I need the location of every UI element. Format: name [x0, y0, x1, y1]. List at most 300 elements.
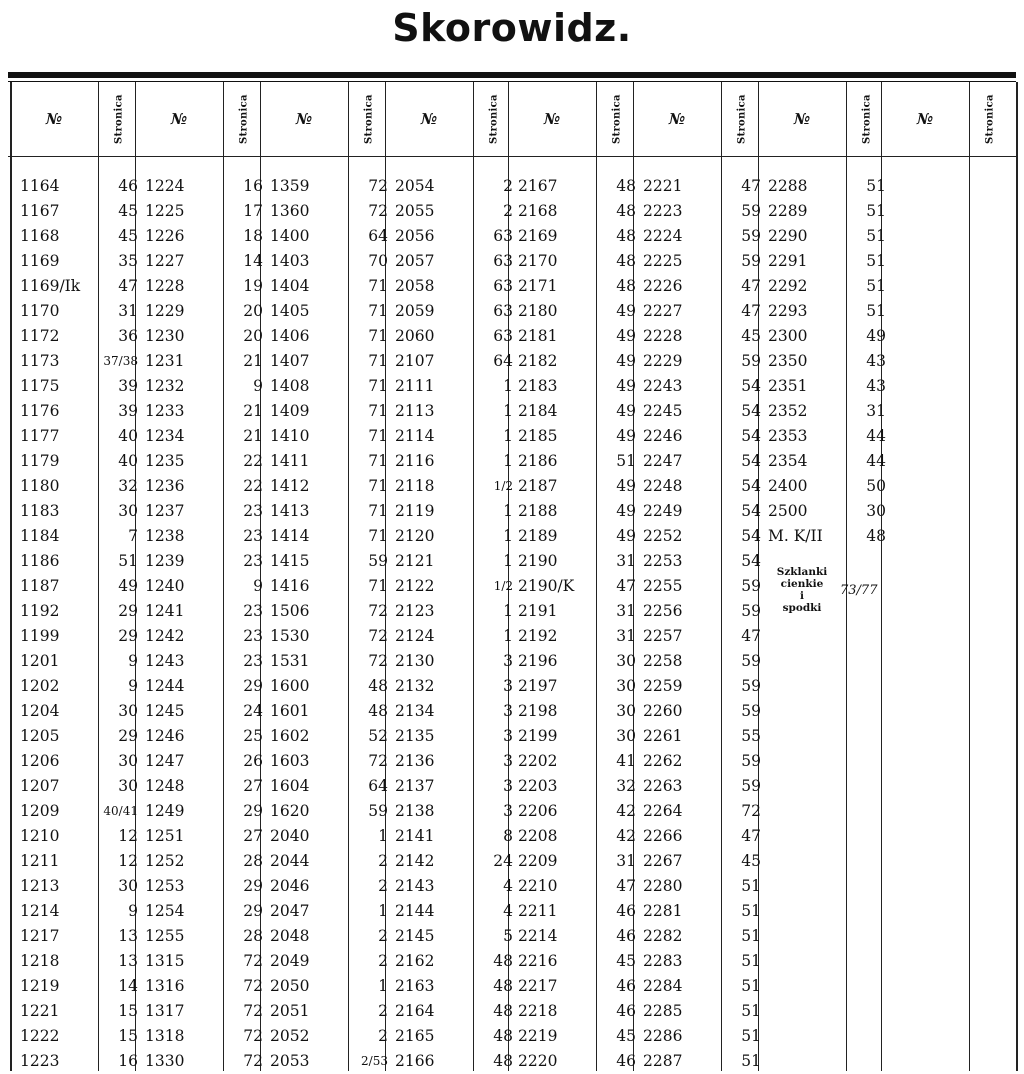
entry-page: 64: [368, 227, 388, 245]
entry-number: 1205: [20, 727, 60, 745]
entry-page: 1: [378, 827, 388, 845]
entry-number: 1237: [145, 502, 185, 520]
entry-number: 2284: [643, 977, 683, 995]
entry-page: 50: [866, 477, 886, 495]
entry-number: 1224: [145, 177, 185, 195]
note-page: 73/77: [840, 583, 878, 598]
entry-number: 2114: [395, 427, 435, 445]
entry-page: 49: [616, 402, 636, 420]
entry-page: 71: [368, 377, 388, 395]
entry-page: 71: [368, 427, 388, 445]
entry-page: 1: [503, 402, 513, 420]
entry-number: 2141: [395, 827, 435, 845]
entry-number: 2058: [395, 277, 435, 295]
entry-number: 1604: [270, 777, 310, 795]
entry-page: 51: [118, 552, 138, 570]
entry-number: 2261: [643, 727, 683, 745]
entry-page: 42: [616, 827, 636, 845]
entry-number: 1413: [270, 502, 310, 520]
entry-page: 29: [243, 677, 263, 695]
entry-page: 51: [741, 977, 761, 995]
entry-number: 2169: [518, 227, 558, 245]
entry-page: 51: [741, 1002, 761, 1020]
entry-page: 72: [243, 977, 263, 995]
entry-number: 1400: [270, 227, 310, 245]
entry-page: 71: [368, 352, 388, 370]
entry-page: 36: [118, 327, 138, 345]
entry-page: 49: [616, 427, 636, 445]
entry-page: 59: [741, 652, 761, 670]
entry-number: 1175: [20, 377, 60, 395]
entry-page: 21: [243, 427, 263, 445]
entry-number: 2111: [395, 377, 435, 395]
entry-page: 52: [368, 727, 388, 745]
entry-page: 21: [243, 352, 263, 370]
entry-number: 2134: [395, 702, 435, 720]
entry-page: 54: [741, 402, 761, 420]
entry-page: 2: [378, 1027, 388, 1045]
entry-page: 48: [368, 677, 388, 695]
entry-page: 72: [243, 952, 263, 970]
entry-number: 1415: [270, 552, 310, 570]
entry-number: 2300: [768, 327, 808, 345]
entry-page: 1: [503, 452, 513, 470]
entry-page: 64: [493, 352, 513, 370]
entry-page: 29: [243, 902, 263, 920]
entry-number: 2059: [395, 302, 435, 320]
entry-page: 59: [368, 552, 388, 570]
entry-page: 8: [503, 827, 513, 845]
entry-number: 2053: [270, 1052, 310, 1070]
entry-page: 72: [741, 802, 761, 820]
entry-page: 16: [118, 1052, 138, 1070]
entry-number: 1227: [145, 252, 185, 270]
entry-number: 1330: [145, 1052, 185, 1070]
entry-page: 48: [368, 702, 388, 720]
entry-page: 46: [616, 902, 636, 920]
entry-number: 2260: [643, 702, 683, 720]
entry-number: 2192: [518, 627, 558, 645]
entry-number: 2259: [643, 677, 683, 695]
entry-number: 2186: [518, 452, 558, 470]
entry-page: 1: [503, 427, 513, 445]
entry-number: 1360: [270, 202, 310, 220]
entry-number: 2290: [768, 227, 808, 245]
entry-number: 2189: [518, 527, 558, 545]
entry-page: 16: [243, 177, 263, 195]
entry-page: 51: [616, 452, 636, 470]
entry-number: 2221: [643, 177, 683, 195]
entry-number: 2044: [270, 852, 310, 870]
entry-page: 28: [243, 927, 263, 945]
entry-number: 2247: [643, 452, 683, 470]
entry-number: 2217: [518, 977, 558, 995]
entry-number: 2281: [643, 902, 683, 920]
entry-page: 30: [118, 777, 138, 795]
entry-page: 51: [741, 1052, 761, 1070]
entry-page: 1: [503, 627, 513, 645]
entry-number: 2216: [518, 952, 558, 970]
entry-page: 59: [368, 802, 388, 820]
entry-number: 2282: [643, 927, 683, 945]
entry-number: 2185: [518, 427, 558, 445]
entry-number: 1530: [270, 627, 310, 645]
entry-page: 55: [741, 727, 761, 745]
entry-number: 1407: [270, 352, 310, 370]
entry-number: 2267: [643, 852, 683, 870]
entry-page: 59: [741, 702, 761, 720]
entry-number: 1412: [270, 477, 310, 495]
entry-page: 30: [616, 727, 636, 745]
entry-page: 51: [866, 177, 886, 195]
entry-number: 2168: [518, 202, 558, 220]
top-rule-thin: [8, 81, 1016, 82]
page-header: Stronica: [736, 94, 748, 144]
entry-page: 2: [503, 202, 513, 220]
entry-number: 1218: [20, 952, 60, 970]
entry-number: 1229: [145, 302, 185, 320]
number-header: №: [295, 110, 313, 128]
entry-page: 24: [493, 852, 513, 870]
entry-page: 72: [368, 177, 388, 195]
entry-number: 2054: [395, 177, 435, 195]
entry-page: 30: [118, 752, 138, 770]
entry-number: 1225: [145, 202, 185, 220]
entry-number: 1410: [270, 427, 310, 445]
page-header: Stronica: [611, 94, 623, 144]
entry-number: 1192: [20, 602, 60, 620]
entry-page: 15: [118, 1002, 138, 1020]
entry-page: 47: [741, 277, 761, 295]
entry-number: 1405: [270, 302, 310, 320]
entry-page: 39: [118, 402, 138, 420]
entry-number: 2190: [518, 552, 558, 570]
entry-page: 46: [616, 927, 636, 945]
entry-number: 2122: [395, 577, 435, 595]
entry-number: 2143: [395, 877, 435, 895]
entry-page: 46: [616, 977, 636, 995]
entry-number: 2210: [518, 877, 558, 895]
entry-number: 1315: [145, 952, 185, 970]
entry-page: 1/2: [493, 479, 513, 493]
entry-page: 3: [503, 677, 513, 695]
entry-page: 45: [741, 327, 761, 345]
entry-page: 2/53: [361, 1054, 388, 1068]
entry-page: 72: [368, 627, 388, 645]
entry-page: 23: [243, 527, 263, 545]
entry-number: 2352: [768, 402, 808, 420]
entry-number: 2219: [518, 1027, 558, 1045]
entry-page: 51: [741, 877, 761, 895]
entry-number: 2211: [518, 902, 558, 920]
entry-page: 29: [118, 727, 138, 745]
entry-page: 39: [118, 377, 138, 395]
entry-page: 51: [741, 902, 761, 920]
entry-number: 1246: [145, 727, 185, 745]
entry-page: 15: [118, 1027, 138, 1045]
entry-page: 31: [616, 552, 636, 570]
entry-number: 2203: [518, 777, 558, 795]
entry-page: 27: [243, 777, 263, 795]
entry-number: 2046: [270, 877, 310, 895]
entry-page: 37/38: [103, 354, 138, 368]
entry-page: 49: [616, 527, 636, 545]
entry-number: 1403: [270, 252, 310, 270]
entry-number: 1253: [145, 877, 185, 895]
entry-page: 47: [616, 577, 636, 595]
entry-page: 17: [243, 202, 263, 220]
entry-number: 2253: [643, 552, 683, 570]
number-header: №: [170, 110, 188, 128]
note-line: spodki: [782, 602, 822, 614]
number-header: №: [420, 110, 438, 128]
entry-page: 30: [616, 702, 636, 720]
entry-page: 54: [741, 502, 761, 520]
entry-number: 2057: [395, 252, 435, 270]
column-rule: [596, 82, 597, 1071]
entry-number: 2051: [270, 1002, 310, 1020]
entry-number: 2118: [395, 477, 435, 495]
entry-page: 54: [741, 452, 761, 470]
entry-page: 14: [118, 977, 138, 995]
entry-number: 2166: [395, 1052, 435, 1070]
entry-page: 54: [741, 477, 761, 495]
entry-number: 2138: [395, 802, 435, 820]
entry-number: 2198: [518, 702, 558, 720]
entry-page: 12: [118, 852, 138, 870]
entry-number: 2142: [395, 852, 435, 870]
entry-number: 1211: [20, 852, 60, 870]
entry-number: 1184: [20, 527, 60, 545]
entry-number: 2132: [395, 677, 435, 695]
entry-number: 1204: [20, 702, 60, 720]
entry-page: 40: [118, 452, 138, 470]
entry-number: 1414: [270, 527, 310, 545]
entry-number: 1221: [20, 1002, 60, 1020]
entry-page: 72: [368, 752, 388, 770]
entry-page: 71: [368, 402, 388, 420]
entry-number: 1170: [20, 302, 60, 320]
entry-page: 3: [503, 702, 513, 720]
entry-page: 48: [493, 1027, 513, 1045]
entry-number: 2163: [395, 977, 435, 995]
entry-number: 2183: [518, 377, 558, 395]
entry-number: 2351: [768, 377, 808, 395]
entry-page: 64: [368, 777, 388, 795]
column-rule: [98, 82, 99, 1071]
entry-page: 46: [616, 1002, 636, 1020]
entry-page: 41: [616, 752, 636, 770]
entry-number: 1506: [270, 602, 310, 620]
entry-number: 2191: [518, 602, 558, 620]
entry-number: 2286: [643, 1027, 683, 1045]
entry-number: 2165: [395, 1027, 435, 1045]
entry-number: 2289: [768, 202, 808, 220]
entry-number: 1168: [20, 227, 60, 245]
entry-page: 49: [616, 327, 636, 345]
entry-page: 31: [616, 852, 636, 870]
entry-number: 2245: [643, 402, 683, 420]
entry-page: 71: [368, 477, 388, 495]
entry-number: 2224: [643, 227, 683, 245]
entry-page: 22: [243, 477, 263, 495]
entry-page: 3: [503, 752, 513, 770]
entry-page: 13: [118, 952, 138, 970]
entry-page: 3: [503, 777, 513, 795]
entry-number: 2248: [643, 477, 683, 495]
entry-page: 54: [741, 527, 761, 545]
entry-number: 1210: [20, 827, 60, 845]
entry-page: 54: [741, 377, 761, 395]
entry-page: 24: [243, 702, 263, 720]
entry-page: 59: [741, 677, 761, 695]
entry-number: 2218: [518, 1002, 558, 1020]
entry-number: 2047: [270, 902, 310, 920]
entry-number: 1409: [270, 402, 310, 420]
page-header: Stronica: [238, 94, 250, 144]
entry-number: 2144: [395, 902, 435, 920]
entry-number: 2280: [643, 877, 683, 895]
entry-page: 30: [616, 677, 636, 695]
top-rule-thick: [8, 72, 1016, 78]
entry-page: 71: [368, 302, 388, 320]
number-header: №: [543, 110, 561, 128]
entry-page: 4: [503, 877, 513, 895]
entry-page: 23: [243, 552, 263, 570]
entry-page: 71: [368, 527, 388, 545]
entry-page: 51: [866, 227, 886, 245]
entry-number: 2136: [395, 752, 435, 770]
entry-page: 48: [493, 952, 513, 970]
entry-page: 63: [493, 277, 513, 295]
entry-number: 2049: [270, 952, 310, 970]
entry-number: 1241: [145, 602, 185, 620]
entry-page: 47: [616, 877, 636, 895]
entry-number: 2048: [270, 927, 310, 945]
entry-number: 1223: [20, 1052, 60, 1070]
entry-number: 1416: [270, 577, 310, 595]
entry-number: 2262: [643, 752, 683, 770]
entry-page: 49: [866, 327, 886, 345]
entry-number: 2288: [768, 177, 808, 195]
entry-number: 1600: [270, 677, 310, 695]
entry-page: 59: [741, 577, 761, 595]
entry-number: 2199: [518, 727, 558, 745]
number-header: №: [668, 110, 686, 128]
entry-number: 1231: [145, 352, 185, 370]
entry-page: 29: [243, 877, 263, 895]
entry-number: 2257: [643, 627, 683, 645]
entry-number: 1411: [270, 452, 310, 470]
entry-page: 59: [741, 777, 761, 795]
note-line: Szklanki: [776, 566, 828, 578]
entry-page: 71: [368, 277, 388, 295]
entry-page: 47: [741, 177, 761, 195]
entry-page: 48: [616, 202, 636, 220]
entry-page: 12: [118, 827, 138, 845]
entry-number: 2283: [643, 952, 683, 970]
page-header: Stronica: [861, 94, 873, 144]
entry-number: 2056: [395, 227, 435, 245]
entry-page: 45: [118, 202, 138, 220]
entry-page: 30: [118, 702, 138, 720]
entry-page: 1: [503, 502, 513, 520]
entry-number: 2181: [518, 327, 558, 345]
entry-page: 72: [243, 1027, 263, 1045]
entry-number: 2500: [768, 502, 808, 520]
entry-number: 1359: [270, 177, 310, 195]
entry-page: 2: [378, 952, 388, 970]
entry-page: 54: [741, 552, 761, 570]
entry-number: 1602: [270, 727, 310, 745]
entry-number: 1167: [20, 202, 60, 220]
entry-number: 2252: [643, 527, 683, 545]
entry-page: 7: [128, 527, 138, 545]
entry-number: 1236: [145, 477, 185, 495]
entry-page: 20: [243, 327, 263, 345]
entry-number: 1177: [20, 427, 60, 445]
entry-page: 51: [866, 252, 886, 270]
entry-page: 14: [243, 252, 263, 270]
entry-number: 2264: [643, 802, 683, 820]
entry-number: 1408: [270, 377, 310, 395]
entry-page: 2: [378, 1002, 388, 1020]
entry-number: 2107: [395, 352, 435, 370]
entry-page: 63: [493, 227, 513, 245]
entry-page: 46: [616, 1052, 636, 1070]
entry-number: 1228: [145, 277, 185, 295]
entry-page: 3: [503, 727, 513, 745]
entry-page: 23: [243, 602, 263, 620]
entry-number: 2060: [395, 327, 435, 345]
entry-page: 72: [243, 1002, 263, 1020]
number-header: №: [45, 110, 63, 128]
entry-page: 43: [866, 352, 886, 370]
entry-page: 5: [503, 927, 513, 945]
entry-page: 59: [741, 352, 761, 370]
entry-number: 2249: [643, 502, 683, 520]
entry-number: 1255: [145, 927, 185, 945]
entry-page: 9: [128, 902, 138, 920]
entry-page: 31: [616, 627, 636, 645]
entry-number: 2285: [643, 1002, 683, 1020]
entry-page: 49: [616, 502, 636, 520]
entry-number: 2184: [518, 402, 558, 420]
entry-number: 2187: [518, 477, 558, 495]
entry-number: 2214: [518, 927, 558, 945]
entry-page: 47: [118, 277, 138, 295]
entry-page: 31: [866, 402, 886, 420]
entry-number: 1252: [145, 852, 185, 870]
entry-number: 1172: [20, 327, 60, 345]
entry-number: 2226: [643, 277, 683, 295]
entry-page: 21: [243, 402, 263, 420]
entry-page: 3: [503, 802, 513, 820]
entry-page: 63: [493, 302, 513, 320]
entry-number: 2287: [643, 1052, 683, 1070]
entry-page: 2: [378, 927, 388, 945]
entry-number: 2170: [518, 252, 558, 270]
entry-number: 1404: [270, 277, 310, 295]
entry-page: 59: [741, 252, 761, 270]
entry-number: 2255: [643, 577, 683, 595]
page-header: Stronica: [488, 94, 500, 144]
entry-number: 2113: [395, 402, 435, 420]
entry-number: 2145: [395, 927, 435, 945]
entry-number: 2263: [643, 777, 683, 795]
entry-number: 2180: [518, 302, 558, 320]
entry-number: 1213: [20, 877, 60, 895]
